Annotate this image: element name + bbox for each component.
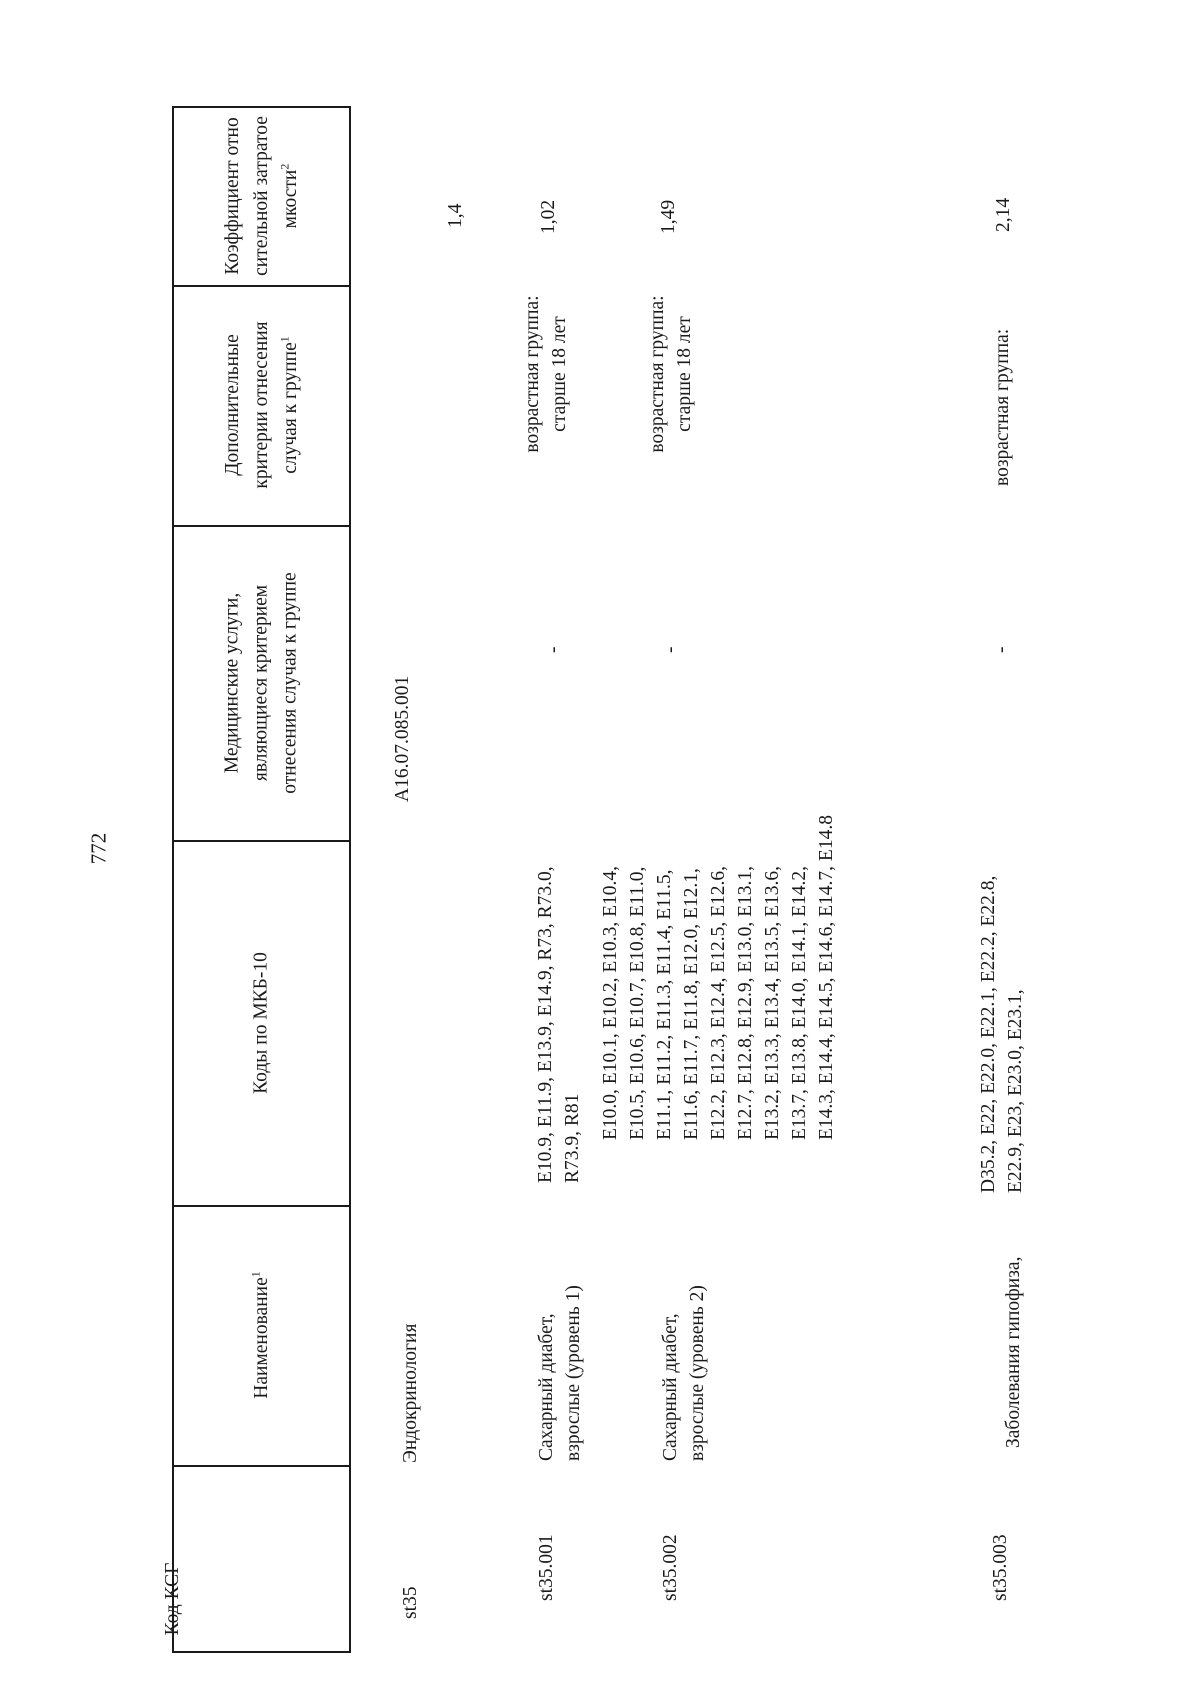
cell-criteria: возрастная группа: xyxy=(992,328,1013,486)
header-criteria: Дополнительные критерии отнесения случая к группе$^1$ xyxy=(221,321,301,489)
cell-code: st35.001 xyxy=(536,1534,557,1601)
cell-coef: 1,4 xyxy=(445,203,466,228)
cell-name: Сахарный диабет, взрослые (уровень 1) xyxy=(536,1285,584,1461)
cell-coef: 1,49 xyxy=(658,199,679,234)
cell-coef: 2,14 xyxy=(993,197,1014,232)
cell-name: Эндокринология xyxy=(400,1323,421,1463)
cell-name: Заболевания гипофиза, xyxy=(1003,1256,1024,1448)
cell-name: Сахарный диабет, взрослые (уровень 2) xyxy=(660,1285,708,1461)
header-separator-1 xyxy=(172,1465,350,1467)
header-coef: Коэффициент относительной затратоемкости$^2$ xyxy=(221,116,301,276)
cell-services: A16.07.085.001 xyxy=(392,675,413,802)
cell-mkb: E10.9, E11.9, E13.9, E14.9, R73, R73.0, R73.9, R81 xyxy=(535,866,583,1183)
header-code: Код КСГ xyxy=(161,1562,183,1636)
cell-criteria: возрастная группа: старше 18 лет xyxy=(647,295,695,453)
cell-mkb: D35.2, E22, E22.0, E22.1, E22.2, E22.8, E22.9, E23, E23.0, E23.1, xyxy=(978,875,1026,1193)
cell-coef: 1,02 xyxy=(538,199,559,234)
cell-services: - xyxy=(660,646,681,653)
header-mkb: Коды по МКБ-10 xyxy=(250,952,271,1094)
cell-services: - xyxy=(991,646,1012,653)
page-number: 772 xyxy=(86,832,111,864)
cell-code: st35.002 xyxy=(660,1534,681,1601)
cell-mkb: E10.0, E10.1, E10.2, E10.3, E10.4, E10.5, E10.6, E10.7, E10.8, E11.0, E11.1, E11.2, E11.3, E11.4, E11.5, E11.6, E11.7, E11.8, E12.0, E12.1, E12.2, E12.3, E12.4, E12.5, E12.6, E12.7, E12.8, E12.9, E13.0, E13.1, E13.2, E13.3, E13.4, E13.5, E13.6, E13.7, E13.8, E14.0, E14.1, E14.2, E14.3, E14.4, E14.5, E14.6, E14.7, E14.8 xyxy=(600,815,837,1140)
cell-code: st35.003 xyxy=(990,1534,1011,1601)
header-services: Медицинские услуги, являющиеся критерием отнесения случая к группе xyxy=(221,572,300,794)
cell-services: - xyxy=(543,646,564,653)
header-name: Наименование$^1$ xyxy=(248,1271,272,1399)
cell-criteria: возрастная группа: старше 18 лет xyxy=(522,295,570,453)
cell-code: st35 xyxy=(400,1586,421,1619)
